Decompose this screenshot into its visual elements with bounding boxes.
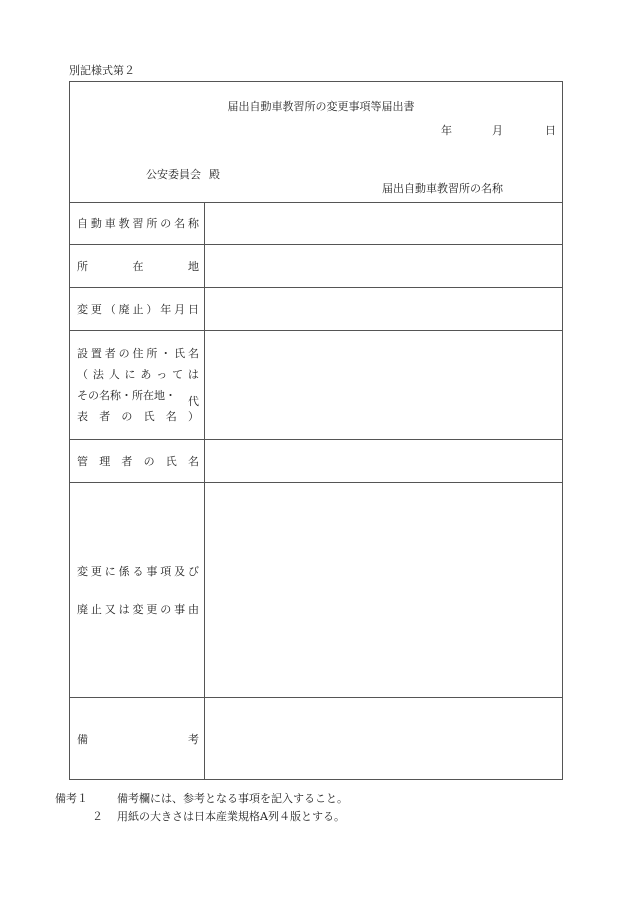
label-school-name: 自 動 車 教 習 所 の 名 称	[70, 202, 205, 244]
addressee-name: 公安委員会	[146, 168, 201, 181]
value-change-reason[interactable]	[205, 483, 562, 697]
addressee	[146, 166, 220, 182]
row-school-name	[70, 202, 562, 245]
value-founder[interactable]	[205, 331, 562, 439]
footnotes	[55, 790, 348, 826]
footnote-text: 備考欄には、参考となる事項を記入すること。	[117, 792, 348, 805]
value-change-date[interactable]	[205, 288, 562, 330]
footnote-heading: 備考１	[55, 792, 88, 805]
form-number: 別記様式第２	[69, 64, 135, 77]
row-change-date	[70, 288, 562, 331]
notification-form	[69, 81, 563, 780]
date-year-label: 年	[441, 124, 452, 137]
document-title: 届出自動車教習所の変更事項等届出書	[227, 100, 415, 113]
row-founder	[70, 331, 562, 440]
label-remarks: 備 考	[70, 698, 205, 779]
submitter-name-label: 届出自動車教習所の名称	[382, 182, 503, 195]
row-change-reason	[70, 483, 562, 698]
footnote-2	[55, 808, 348, 826]
addressee-honorific: 殿	[209, 168, 220, 181]
row-location	[70, 245, 562, 288]
value-school-name[interactable]	[205, 202, 562, 244]
row-remarks	[70, 698, 562, 779]
label-location: 所 在 地	[70, 245, 205, 287]
date-field[interactable]	[441, 122, 556, 138]
label-manager: 管 理 者 の 氏 名	[70, 440, 205, 482]
value-remarks[interactable]	[205, 698, 562, 779]
value-manager[interactable]	[205, 440, 562, 482]
footnote-text: 用紙の大きさは日本産業規格A列４版とする。	[117, 810, 345, 823]
footnote-number: ２	[92, 810, 103, 823]
value-location[interactable]	[205, 245, 562, 287]
label-founder: 設 置 者 の 住 所 ・ 氏 名 （ 法 人 に あ っ て は その名称・所在地・ 代 表 者 の 氏 名 ）	[70, 331, 205, 439]
footnote-1	[55, 790, 348, 808]
form-header	[70, 82, 562, 203]
date-month-label: 月	[492, 124, 503, 137]
label-change-reason: 変 更 に 係 る 事 項 及 び 廃 止 又 は 変 更 の 事 由	[70, 483, 205, 697]
row-manager	[70, 440, 562, 483]
date-day-label: 日	[545, 124, 556, 137]
label-change-date: 変 更 （ 廃 止 ） 年 月 日	[70, 288, 205, 330]
